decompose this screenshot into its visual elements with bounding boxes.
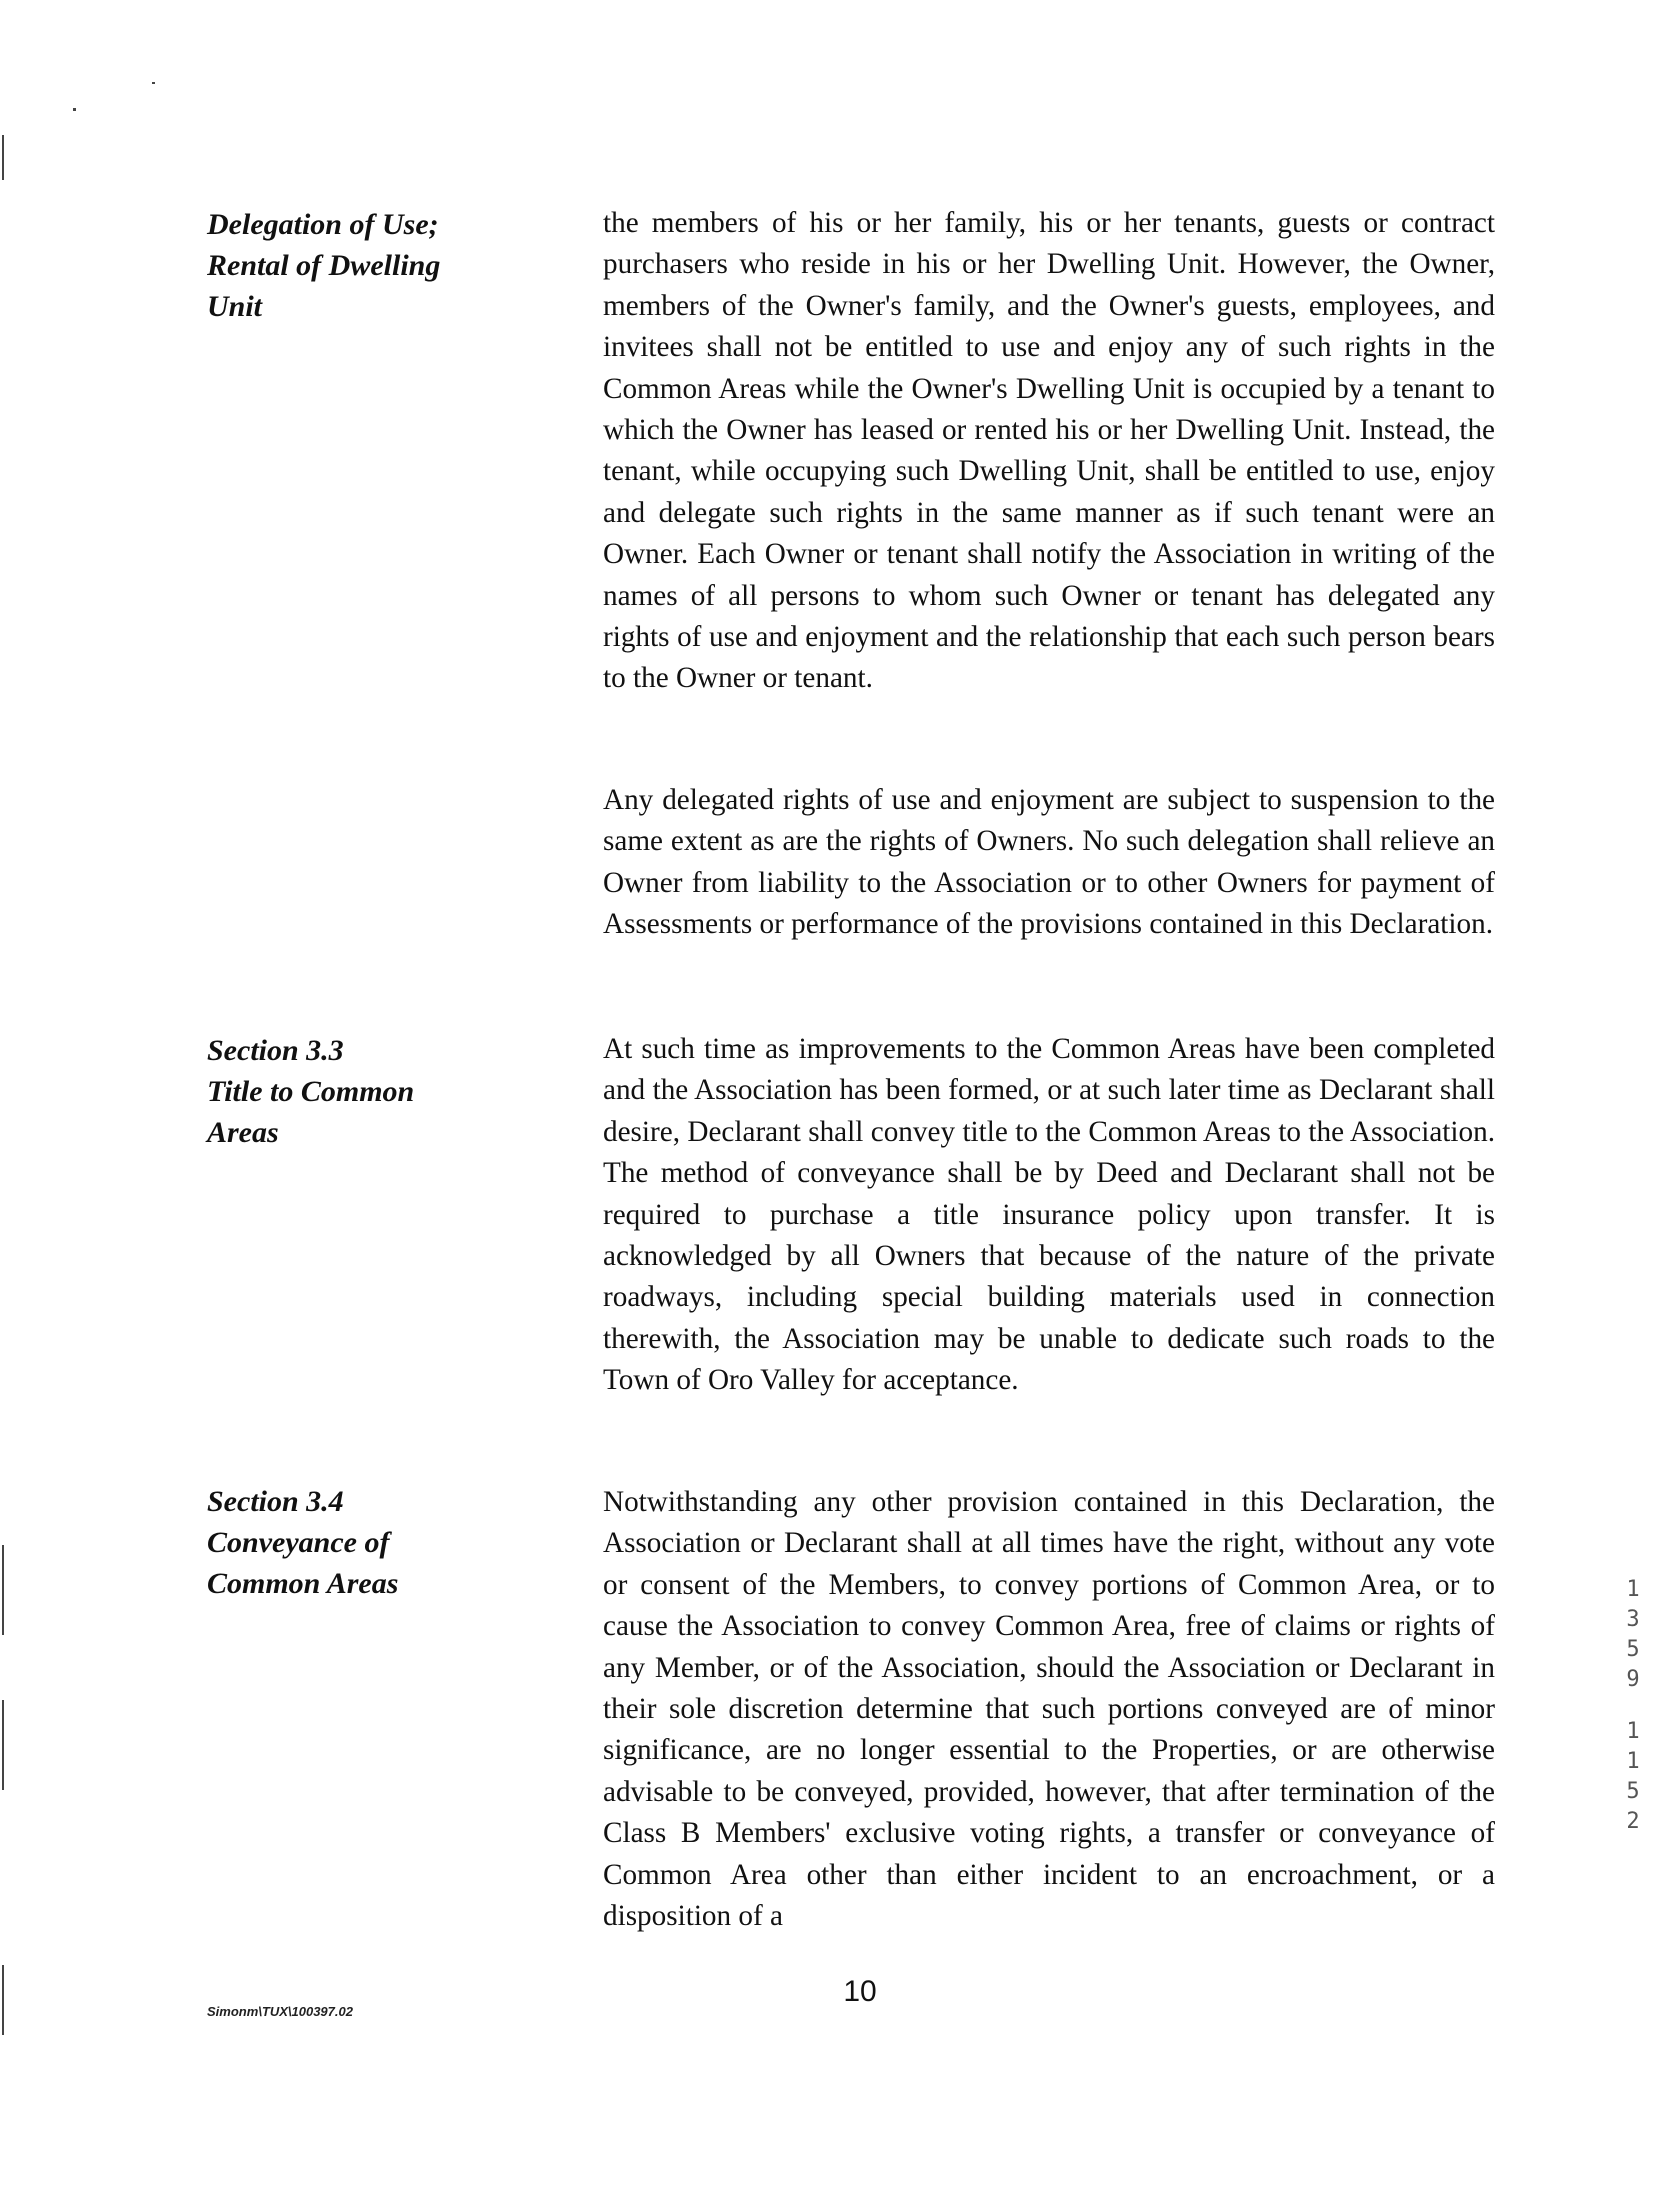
stamp-digit: 1 xyxy=(1626,1749,1640,1774)
heading-line: Conveyance of xyxy=(207,1526,390,1559)
section-heading-delegation xyxy=(207,204,507,327)
page-number: 10 xyxy=(843,1975,877,2008)
body-paragraph: Notwithstanding any other provision contained in this Declaration, the Association or Declarant shall at all times have the right, without any vote or consent of the Members, to convey portions of Common Area, or to cause the Association to convey Common Area, free of claims or rights of any Member, or of the Association, should the Association or Declarant in their sole discretion determine that such portions conveyed are of minor significance, are no longer essential to the Properties, or are otherwise advisable to be conveyed, provided, however, that after termination of the Class B Members' exclusive voting rights, a transfer or conveyance of Common Area other than either incident to an encroachment, or a disposition of a xyxy=(603,1486,1495,1933)
stamp-digit: 3 xyxy=(1626,1607,1640,1632)
section-heading-3-3 xyxy=(207,1030,507,1153)
heading-line: Areas xyxy=(207,1116,279,1149)
heading-line: Section 3.4 xyxy=(207,1485,344,1518)
stamp-digit: 2 xyxy=(1626,1809,1640,1834)
recording-stamp xyxy=(1620,1575,1646,1837)
body-paragraph: Any delegated rights of use and enjoyment are subject to suspension to the same extent as are the rights of Owners. No such delegation shall relieve an Owner from liability to the Association or to other Owners for payment of Assessments or performance of the provisions contained in this Declaration. xyxy=(603,784,1495,941)
scan-mark xyxy=(2,1965,4,2035)
heading-line: Title to Common xyxy=(207,1075,415,1108)
stamp-digit: 9 xyxy=(1626,1667,1640,1692)
scan-mark xyxy=(73,108,76,111)
stamp-digit: 5 xyxy=(1626,1779,1640,1804)
section-heading-3-4 xyxy=(207,1481,507,1604)
scan-mark xyxy=(2,1700,4,1790)
heading-line: Unit xyxy=(207,290,263,323)
scan-mark xyxy=(152,82,155,84)
stamp-digit: 1 xyxy=(1626,1719,1640,1744)
heading-line: Common Areas xyxy=(207,1567,399,1600)
heading-line: Rental of Dwelling xyxy=(207,249,441,282)
body-paragraph: At such time as improvements to the Common Areas have been completed and the Association has been formed, or at such later time as Declarant shall desire, Declarant shall convey title to the Common Areas to the Association. The method of conveyance shall be by Deed and Declarant shall not be required to purchase a title insurance policy upon transfer. It is acknowledged by all Owners that because of the nature of the private roadways, including special building materials used in connection therewith, the Association may be unable to dedicate such roads to the Town of Oro Valley for acceptance. xyxy=(603,1033,1495,1397)
scan-mark xyxy=(2,135,4,180)
document-id: Simonm\TUX\100397.02 xyxy=(207,2004,353,2019)
stamp-digit: 5 xyxy=(1626,1637,1640,1662)
scan-mark xyxy=(2,1545,4,1635)
stamp-digit: 1 xyxy=(1626,1577,1640,1602)
heading-line: Section 3.3 xyxy=(207,1034,344,1067)
heading-line: Delegation of Use; xyxy=(207,208,439,241)
body-paragraph: the members of his or her family, his or her tenants, guests or contract purchasers who reside in his or her Dwelling Unit. However, the Owner, members of the Owner's family, and the Owner's guests, employees, and invitees shall not be entitled to use and enjoy any of such rights in the Common Areas while the Owner's Dwelling Unit is occupied by a tenant to which the Owner has leased or rented his or her Dwelling Unit. Instead, the tenant, while occupying such Dwelling Unit, shall be entitled to use, enjoy and delegate such rights in the same manner as if such tenant were an Owner. Each Owner or tenant shall notify the Association in writing of the names of all persons to whom such Owner or tenant has delegated any rights of use and enjoyment and the relationship that each such person bears to the Owner or tenant. xyxy=(603,207,1495,695)
